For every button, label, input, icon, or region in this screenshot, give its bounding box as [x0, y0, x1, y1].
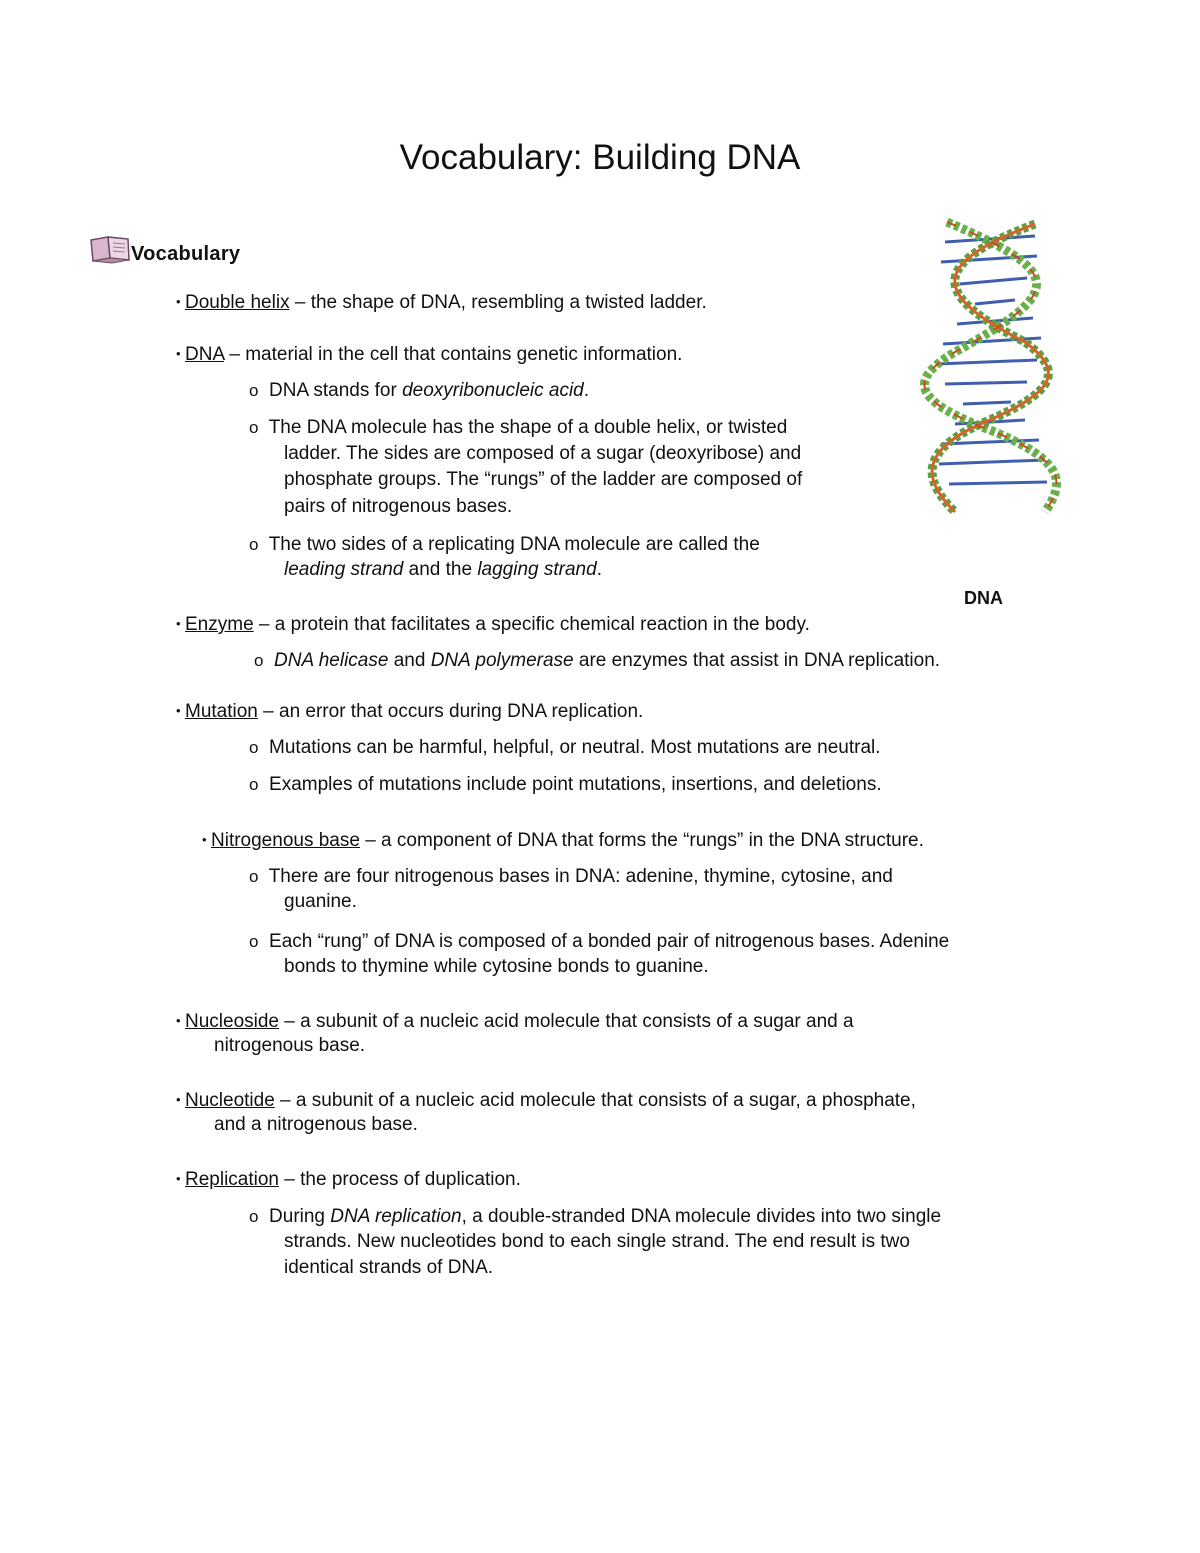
definition: – material in the cell that contains genetic information.	[224, 344, 683, 365]
text-line: pairs of nitrogenous bases.	[284, 496, 513, 517]
definition: – a component of DNA that forms the “rungs” in the DNA structure.	[359, 830, 924, 851]
dna-helix-image	[915, 212, 1065, 522]
sub-bullet: o	[249, 418, 259, 437]
entry-dna	[176, 341, 682, 368]
sub-item	[249, 1204, 941, 1230]
term-replication: Replication	[185, 1169, 279, 1190]
sub-item	[249, 378, 589, 404]
text: During	[269, 1206, 331, 1227]
entry-double-helix	[176, 289, 707, 316]
text: Examples of mutations include point mutations, insertions, and deletions.	[269, 774, 882, 795]
sub-bullet: o	[249, 381, 259, 400]
sub-bullet: o	[249, 775, 259, 794]
term-nucleoside: Nucleoside	[185, 1011, 279, 1032]
sub-bullet: o	[249, 867, 259, 886]
text-line: and a nitrogenous base.	[214, 1114, 418, 1135]
bullet: •	[176, 1013, 181, 1028]
text: leading strand	[284, 559, 404, 580]
bullet: •	[176, 616, 181, 631]
term-nitrogenous-base: Nitrogenous base	[211, 830, 360, 851]
sub-bullet: o	[249, 1207, 259, 1226]
definition: – a subunit of a nucleic acid molecule that consists of a sugar and a	[279, 1011, 854, 1032]
text: and	[388, 650, 431, 671]
sub-bullet: o	[249, 738, 259, 757]
sub-item	[249, 864, 893, 890]
sub-bullet: o	[254, 651, 264, 670]
text: DNA helicase	[274, 650, 389, 671]
definition: – the process of duplication.	[279, 1169, 521, 1190]
bullet: •	[176, 1092, 181, 1107]
sub-bullet: o	[249, 932, 259, 951]
text: are enzymes that assist in DNA replication.	[573, 650, 941, 671]
text-line: nitrogenous base.	[214, 1035, 366, 1056]
entry-nucleoside	[176, 1008, 854, 1035]
bullet: •	[176, 1171, 181, 1186]
text-line: guanine.	[284, 891, 357, 912]
figure-caption: DNA	[964, 588, 1003, 608]
text-line: strands. New nucleotides bond to each single strand. The end result is two	[284, 1231, 910, 1252]
definition: – an error that occurs during DNA replication.	[257, 701, 644, 722]
term-mutation: Mutation	[185, 701, 258, 722]
text: lagging strand	[477, 559, 597, 580]
sub-item	[254, 648, 940, 674]
term-double-helix: Double helix	[185, 292, 290, 313]
text-line: phosphate groups. The “rungs” of the ladder are composed of	[284, 469, 803, 490]
text: , a double-stranded DNA molecule divides into two single	[461, 1206, 942, 1227]
entry-mutation	[176, 698, 643, 725]
text: The two sides of a replicating DNA molecule are called the	[268, 534, 760, 555]
definition: – the shape of DNA, resembling a twisted ladder.	[289, 292, 707, 313]
book-icon	[88, 234, 132, 264]
sub-bullet: o	[249, 535, 259, 554]
text-line: ladder. The sides are composed of a sugar (deoxyribose) and	[284, 443, 802, 464]
text: and the	[403, 559, 478, 580]
text: .	[596, 559, 602, 580]
text: .	[583, 380, 590, 401]
term-enzyme: Enzyme	[185, 614, 254, 635]
text-line: bonds to thymine while cytosine bonds to guanine.	[284, 956, 709, 977]
term-nucleotide: Nucleotide	[185, 1090, 275, 1111]
page-title: Vocabulary: Building DNA	[399, 138, 801, 177]
bullet: •	[176, 703, 181, 718]
sub-item	[249, 532, 760, 558]
entry-enzyme	[176, 611, 810, 638]
entry-nucleotide	[176, 1087, 916, 1114]
entry-nitrogenous-base	[202, 827, 924, 854]
entry-replication	[176, 1166, 521, 1193]
text-line: identical strands of DNA.	[284, 1257, 494, 1278]
term-dna: DNA	[185, 344, 225, 365]
sub-item	[249, 415, 787, 441]
section-heading: Vocabulary	[131, 243, 241, 265]
text: DNA stands for	[269, 380, 403, 401]
text: Each “rung” of DNA is composed of a bonded pair of nitrogenous bases. Adenine	[269, 931, 950, 952]
bullet: •	[202, 832, 207, 847]
text: There are four nitrogenous bases in DNA: adenine, thymine, cytosine, and	[268, 866, 893, 887]
text: Mutations can be harmful, helpful, or neutral. Most mutations are neutral.	[269, 737, 881, 758]
definition: – a subunit of a nucleic acid molecule that consists of a sugar, a phosphate,	[274, 1090, 916, 1111]
text: The DNA molecule has the shape of a double helix, or twisted	[268, 417, 788, 438]
sub-item	[249, 772, 882, 798]
text-line	[284, 557, 602, 583]
text: DNA replication	[330, 1206, 462, 1227]
sub-item	[249, 735, 881, 761]
text: DNA polymerase	[430, 650, 574, 671]
text: deoxyribonucleic acid	[402, 380, 584, 401]
sub-item	[249, 929, 949, 955]
definition: – a protein that facilitates a specific chemical reaction in the body.	[253, 614, 810, 635]
bullet: •	[176, 294, 181, 309]
bullet: •	[176, 346, 181, 361]
